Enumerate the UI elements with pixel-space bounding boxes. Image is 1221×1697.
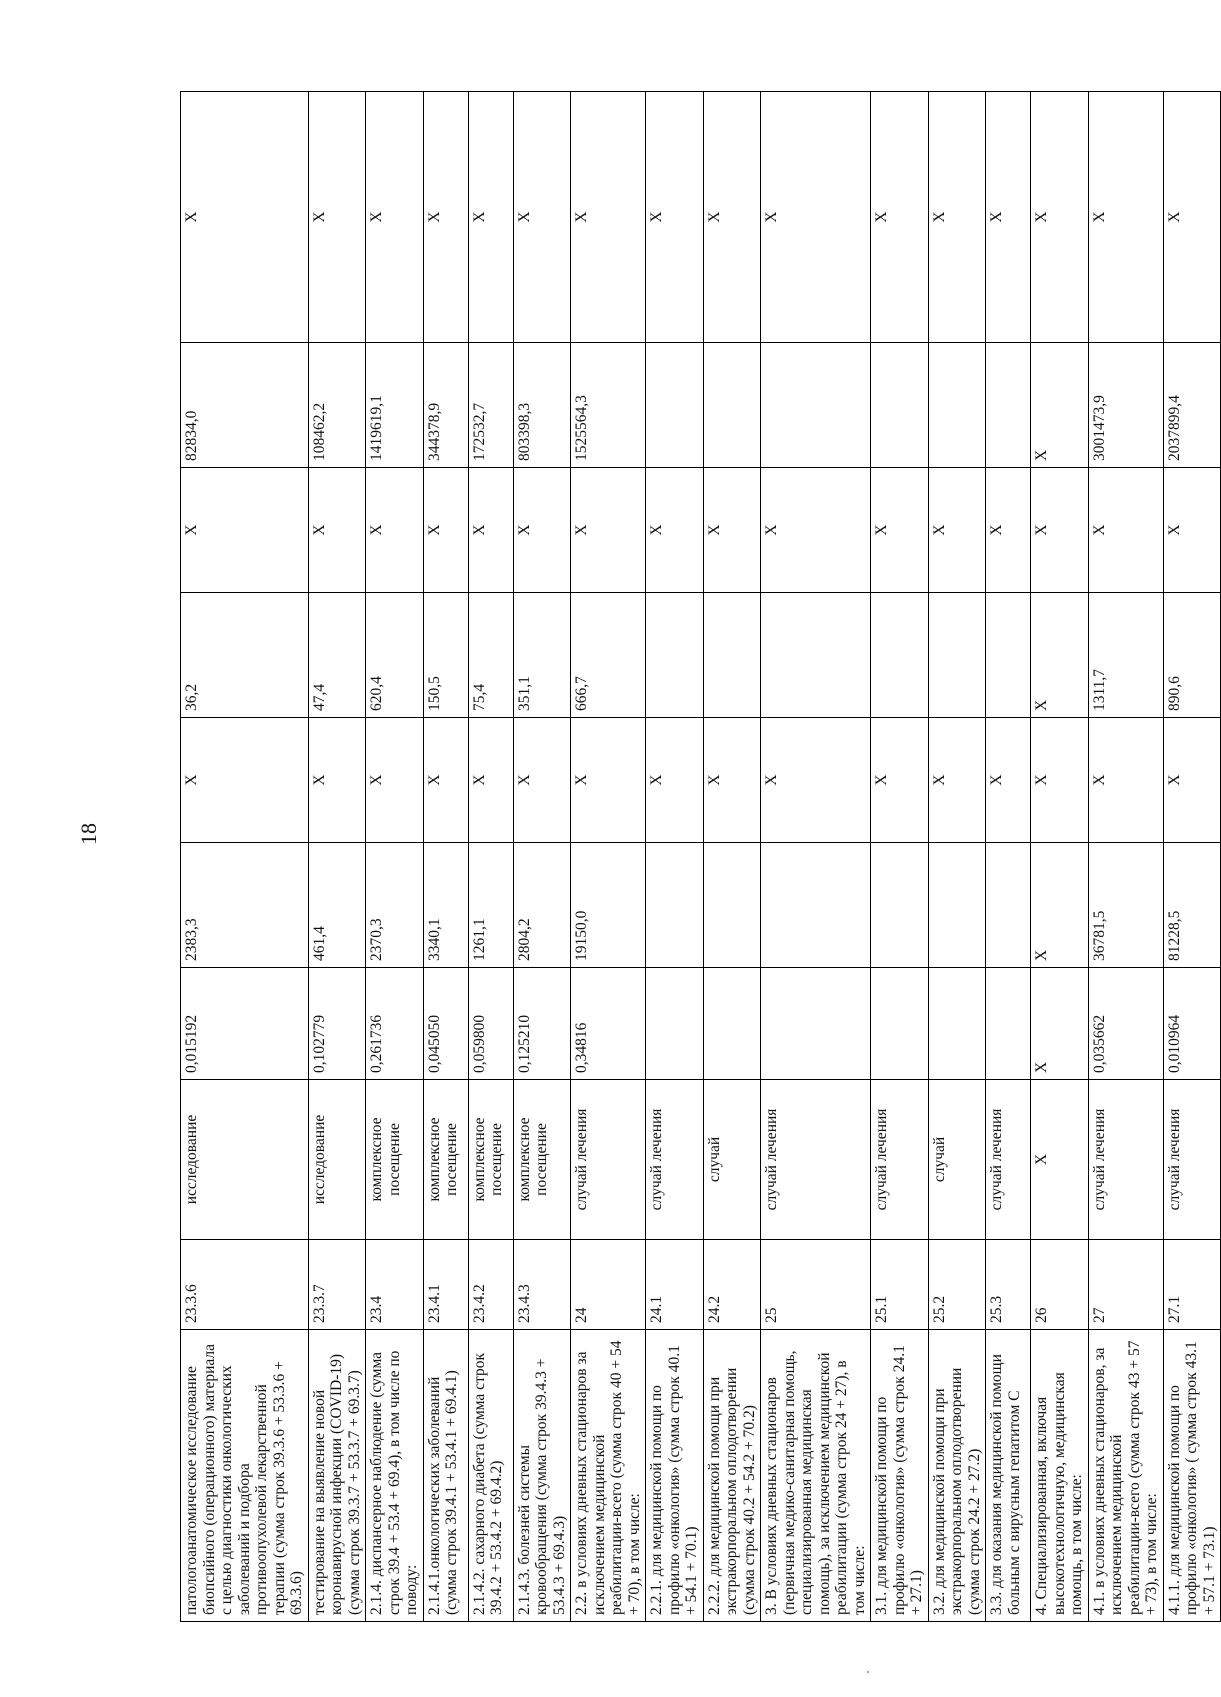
row-name-cell: 2.1.4.3. болезней системы кровообращения (сумма строк 39.4.3 + 53.4.3 + 69.4.3) bbox=[513, 1330, 571, 1622]
table-body bbox=[181, 92, 1221, 1622]
norm-cost-cell: 1261,1 bbox=[468, 843, 513, 968]
per-capita-cell: 620,4 bbox=[366, 593, 424, 718]
table-row bbox=[1163, 92, 1221, 1622]
table-row bbox=[366, 92, 424, 1622]
norm-cost-cell: Х bbox=[1031, 843, 1089, 968]
x-mark-cell: Х bbox=[703, 718, 761, 843]
x-mark-cell: Х bbox=[366, 718, 424, 843]
x-mark-cell: Х bbox=[423, 718, 468, 843]
x-mark-cell: Х bbox=[468, 468, 513, 593]
unit-cell: случай лечения bbox=[571, 1080, 646, 1240]
unit-cell: случай bbox=[928, 1080, 986, 1240]
x-mark-cell: Х bbox=[871, 92, 929, 343]
total-cell: 1525564,3 bbox=[571, 343, 646, 468]
x-mark-cell: Х bbox=[928, 92, 986, 343]
table-row bbox=[1088, 92, 1163, 1622]
x-mark-cell: Х bbox=[423, 92, 468, 343]
x-mark-cell: Х bbox=[761, 92, 871, 343]
total-cell bbox=[761, 343, 871, 468]
per-capita-cell: 150,5 bbox=[423, 593, 468, 718]
row-name-cell: 2.1.4.1.онкологических заболеваний (сумма строк 39.4.1 + 53.4.1 + 69.4.1) bbox=[423, 1330, 468, 1622]
norm-volume-cell bbox=[761, 968, 871, 1080]
page-number: 18 bbox=[76, 823, 101, 845]
row-name-cell: тестирование на выявление новой коронавирусной инфекции (COVID-19) (сумма строк 39.3.7 + 53.3.7 + 69.3.7) bbox=[308, 1330, 366, 1622]
per-capita-cell bbox=[871, 593, 929, 718]
x-mark-cell: Х bbox=[513, 92, 571, 343]
row-code-cell: 25.1 bbox=[871, 1240, 929, 1330]
row-name-cell: 2.1.4.2. сахарного диабета (сумма строк 39.4.2 + 53.4.2 + 69.4.2) bbox=[468, 1330, 513, 1622]
x-mark-cell: Х bbox=[1088, 718, 1163, 843]
x-mark-cell: Х bbox=[181, 468, 309, 593]
unit-cell: случай bbox=[703, 1080, 761, 1240]
per-capita-cell bbox=[703, 593, 761, 718]
total-cell: Х bbox=[1031, 343, 1089, 468]
table-row bbox=[308, 92, 366, 1622]
x-mark-cell: Х bbox=[928, 718, 986, 843]
total-cell bbox=[986, 343, 1031, 468]
norm-volume-cell: 0,045050 bbox=[423, 968, 468, 1080]
x-mark-cell: Х bbox=[1163, 468, 1221, 593]
x-mark-cell: Х bbox=[871, 468, 929, 593]
norm-volume-cell bbox=[986, 968, 1031, 1080]
per-capita-cell: Х bbox=[1031, 593, 1089, 718]
total-cell bbox=[871, 343, 929, 468]
norm-volume-cell: 0,035662 bbox=[1088, 968, 1163, 1080]
unit-cell: комплексное посещение bbox=[366, 1080, 424, 1240]
x-mark-cell: Х bbox=[571, 718, 646, 843]
x-mark-cell: Х bbox=[1031, 718, 1089, 843]
x-mark-cell: Х bbox=[308, 92, 366, 343]
unit-cell: случай лечения bbox=[761, 1080, 871, 1240]
total-cell bbox=[646, 343, 704, 468]
norm-volume-cell: Х bbox=[1031, 968, 1089, 1080]
row-name-cell: 4. Специализированная, включая высокотехнологичную, медицинская помощь, в том числе: bbox=[1031, 1330, 1089, 1622]
row-code-cell: 23.4 bbox=[366, 1240, 424, 1330]
per-capita-cell: 890,6 bbox=[1163, 593, 1221, 718]
norm-volume-cell: 0,059800 bbox=[468, 968, 513, 1080]
unit-cell: случай лечения bbox=[871, 1080, 929, 1240]
x-mark-cell: Х bbox=[986, 468, 1031, 593]
x-mark-cell: Х bbox=[986, 718, 1031, 843]
x-mark-cell: Х bbox=[871, 718, 929, 843]
table-row bbox=[761, 92, 871, 1622]
norm-cost-cell: 19150,0 bbox=[571, 843, 646, 968]
row-code-cell: 24 bbox=[571, 1240, 646, 1330]
table-row bbox=[703, 92, 761, 1622]
unit-cell: случай лечения bbox=[986, 1080, 1031, 1240]
table-row bbox=[871, 92, 929, 1622]
total-cell: 172532,7 bbox=[468, 343, 513, 468]
table-row bbox=[646, 92, 704, 1622]
table-row bbox=[571, 92, 646, 1622]
norm-volume-cell: 0,010964 bbox=[1163, 968, 1221, 1080]
row-name-cell: 2.2.2. для медицинской помощи при экстракорпоральном оплодотворении (сумма строк 40.2 + 54.2 + 70.2) bbox=[703, 1330, 761, 1622]
unit-cell: исследование bbox=[308, 1080, 366, 1240]
table-row bbox=[1031, 92, 1089, 1622]
x-mark-cell: Х bbox=[423, 468, 468, 593]
per-capita-cell: 351,1 bbox=[513, 593, 571, 718]
row-name-cell: 2.1.4. диспансерное наблюдение (сумма строк 39.4 + 53.4 + 69.4), в том числе по поводу: bbox=[366, 1330, 424, 1622]
row-name-cell: 2.2.1. для медицинской помощи по профилю «онкология» (сумма строк 40.1 + 54.1 + 70.1) bbox=[646, 1330, 704, 1622]
row-name-cell: 2.2. в условиях дневных стационаров за исключением медицинской реабилитации-всего (сумма строк 40 + 54 + 70), в том числе: bbox=[571, 1330, 646, 1622]
row-name-cell: патологоанатомическое исследование биопсийного (операционного) материала с целью диагностики онкологических заболеваний и подбора противоопухолевой лекарственной терапии (сумма строк 39.3.6 + 53.3.6 + 69.3.6) bbox=[181, 1330, 309, 1622]
total-cell: 2037899,4 bbox=[1163, 343, 1221, 468]
per-capita-cell bbox=[928, 593, 986, 718]
norm-volume-cell bbox=[871, 968, 929, 1080]
x-mark-cell: Х bbox=[468, 92, 513, 343]
row-name-cell: 3. В условиях дневных стационаров (первичная медико-санитарная помощь, специализированная медицинская помощь), за исключением медицинской реабилитации (сумма строк 24 + 27), в том числе: bbox=[761, 1330, 871, 1622]
norm-volume-cell: 0,125210 bbox=[513, 968, 571, 1080]
norm-volume-cell: 0,261736 bbox=[366, 968, 424, 1080]
norm-cost-cell: 81228,5 bbox=[1163, 843, 1221, 968]
norm-volume-cell bbox=[703, 968, 761, 1080]
row-name-cell: 3.3. для оказания медицинской помощи больным с вирусным гепатитом С bbox=[986, 1330, 1031, 1622]
row-name-cell: 4.1.1. для медицинской помощи по профилю «онкология» ( сумма строк 43.1 + 57.1 + 73.1) bbox=[1163, 1330, 1221, 1622]
row-code-cell: 24.1 bbox=[646, 1240, 704, 1330]
total-cell bbox=[703, 343, 761, 468]
tariff-table bbox=[180, 91, 1221, 1622]
x-mark-cell: Х bbox=[986, 92, 1031, 343]
per-capita-cell: 47,4 bbox=[308, 593, 366, 718]
row-code-cell: 23.4.3 bbox=[513, 1240, 571, 1330]
row-code-cell: 25.3 bbox=[986, 1240, 1031, 1330]
unit-cell: исследование bbox=[181, 1080, 309, 1240]
x-mark-cell: Х bbox=[703, 468, 761, 593]
per-capita-cell: 666,7 bbox=[571, 593, 646, 718]
norm-cost-cell bbox=[646, 843, 704, 968]
total-cell bbox=[928, 343, 986, 468]
rotated-page-content bbox=[180, 92, 1218, 1622]
per-capita-cell: 1311,7 bbox=[1088, 593, 1163, 718]
row-code-cell: 27.1 bbox=[1163, 1240, 1221, 1330]
norm-cost-cell: 2370,3 bbox=[366, 843, 424, 968]
x-mark-cell: Х bbox=[571, 92, 646, 343]
x-mark-cell: Х bbox=[181, 718, 309, 843]
row-name-cell: 4.1. в условиях дневных стационаров, за исключением медицинской реабилитации-всего (сумма строк 43 + 57 + 73), в том числе: bbox=[1088, 1330, 1163, 1622]
x-mark-cell: Х bbox=[308, 718, 366, 843]
x-mark-cell: Х bbox=[1031, 92, 1089, 343]
unit-cell: комплексное посещение bbox=[468, 1080, 513, 1240]
x-mark-cell: Х bbox=[571, 468, 646, 593]
x-mark-cell: Х bbox=[468, 718, 513, 843]
total-cell: 3001473,9 bbox=[1088, 343, 1163, 468]
scan-speck bbox=[867, 1671, 869, 1673]
total-cell: 344378,9 bbox=[423, 343, 468, 468]
norm-cost-cell bbox=[928, 843, 986, 968]
row-code-cell: 25 bbox=[761, 1240, 871, 1330]
total-cell: 108462,2 bbox=[308, 343, 366, 468]
x-mark-cell: Х bbox=[761, 468, 871, 593]
x-mark-cell: Х bbox=[366, 92, 424, 343]
table-row bbox=[423, 92, 468, 1622]
unit-cell: случай лечения bbox=[646, 1080, 704, 1240]
unit-cell: Х bbox=[1031, 1080, 1089, 1240]
unit-cell: комплексное посещение bbox=[423, 1080, 468, 1240]
unit-cell: комплексное посещение bbox=[513, 1080, 571, 1240]
row-code-cell: 23.4.2 bbox=[468, 1240, 513, 1330]
x-mark-cell: Х bbox=[366, 468, 424, 593]
norm-volume-cell bbox=[646, 968, 704, 1080]
norm-cost-cell bbox=[871, 843, 929, 968]
per-capita-cell bbox=[646, 593, 704, 718]
x-mark-cell: Х bbox=[1088, 92, 1163, 343]
x-mark-cell: Х bbox=[646, 92, 704, 343]
unit-cell: случай лечения bbox=[1088, 1080, 1163, 1240]
row-code-cell: 23.3.7 bbox=[308, 1240, 366, 1330]
row-code-cell: 23.3.6 bbox=[181, 1240, 309, 1330]
norm-cost-cell: 461,4 bbox=[308, 843, 366, 968]
row-name-cell: 3.2. для медицинской помощи при экстракорпоральном оплодотворении (сумма строк 24.2 + 27.2) bbox=[928, 1330, 986, 1622]
total-cell: 1419619,1 bbox=[366, 343, 424, 468]
norm-volume-cell: 0,015192 bbox=[181, 968, 309, 1080]
norm-cost-cell: 3340,1 bbox=[423, 843, 468, 968]
unit-cell: случай лечения bbox=[1163, 1080, 1221, 1240]
x-mark-cell: Х bbox=[1163, 718, 1221, 843]
row-name-cell: 3.1. для медицинской помощи по профилю «онкология» (сумма строк 24.1 + 27.1) bbox=[871, 1330, 929, 1622]
norm-volume-cell bbox=[928, 968, 986, 1080]
x-mark-cell: Х bbox=[646, 468, 704, 593]
row-code-cell: 27 bbox=[1088, 1240, 1163, 1330]
row-code-cell: 24.2 bbox=[703, 1240, 761, 1330]
norm-cost-cell: 2383,3 bbox=[181, 843, 309, 968]
table-row bbox=[513, 92, 571, 1622]
x-mark-cell: Х bbox=[703, 92, 761, 343]
per-capita-cell bbox=[761, 593, 871, 718]
table-row bbox=[986, 92, 1031, 1622]
per-capita-cell: 75,4 bbox=[468, 593, 513, 718]
norm-cost-cell bbox=[986, 843, 1031, 968]
x-mark-cell: Х bbox=[181, 92, 309, 343]
norm-volume-cell: 0,102779 bbox=[308, 968, 366, 1080]
x-mark-cell: Х bbox=[308, 468, 366, 593]
table-row bbox=[181, 92, 309, 1622]
norm-cost-cell: 36781,5 bbox=[1088, 843, 1163, 968]
x-mark-cell: Х bbox=[513, 468, 571, 593]
row-code-cell: 25.2 bbox=[928, 1240, 986, 1330]
per-capita-cell bbox=[986, 593, 1031, 718]
norm-cost-cell bbox=[761, 843, 871, 968]
row-code-cell: 26 bbox=[1031, 1240, 1089, 1330]
table-row bbox=[928, 92, 986, 1622]
x-mark-cell: Х bbox=[513, 718, 571, 843]
x-mark-cell: Х bbox=[646, 718, 704, 843]
row-code-cell: 23.4.1 bbox=[423, 1240, 468, 1330]
x-mark-cell: Х bbox=[1163, 92, 1221, 343]
x-mark-cell: Х bbox=[928, 468, 986, 593]
per-capita-cell: 36,2 bbox=[181, 593, 309, 718]
x-mark-cell: Х bbox=[1088, 468, 1163, 593]
norm-cost-cell: 2804,2 bbox=[513, 843, 571, 968]
total-cell: 803398,3 bbox=[513, 343, 571, 468]
x-mark-cell: Х bbox=[761, 718, 871, 843]
norm-volume-cell: 0,34816 bbox=[571, 968, 646, 1080]
total-cell: 82834,0 bbox=[181, 343, 309, 468]
x-mark-cell: Х bbox=[1031, 468, 1089, 593]
norm-cost-cell bbox=[703, 843, 761, 968]
table-row bbox=[468, 92, 513, 1622]
